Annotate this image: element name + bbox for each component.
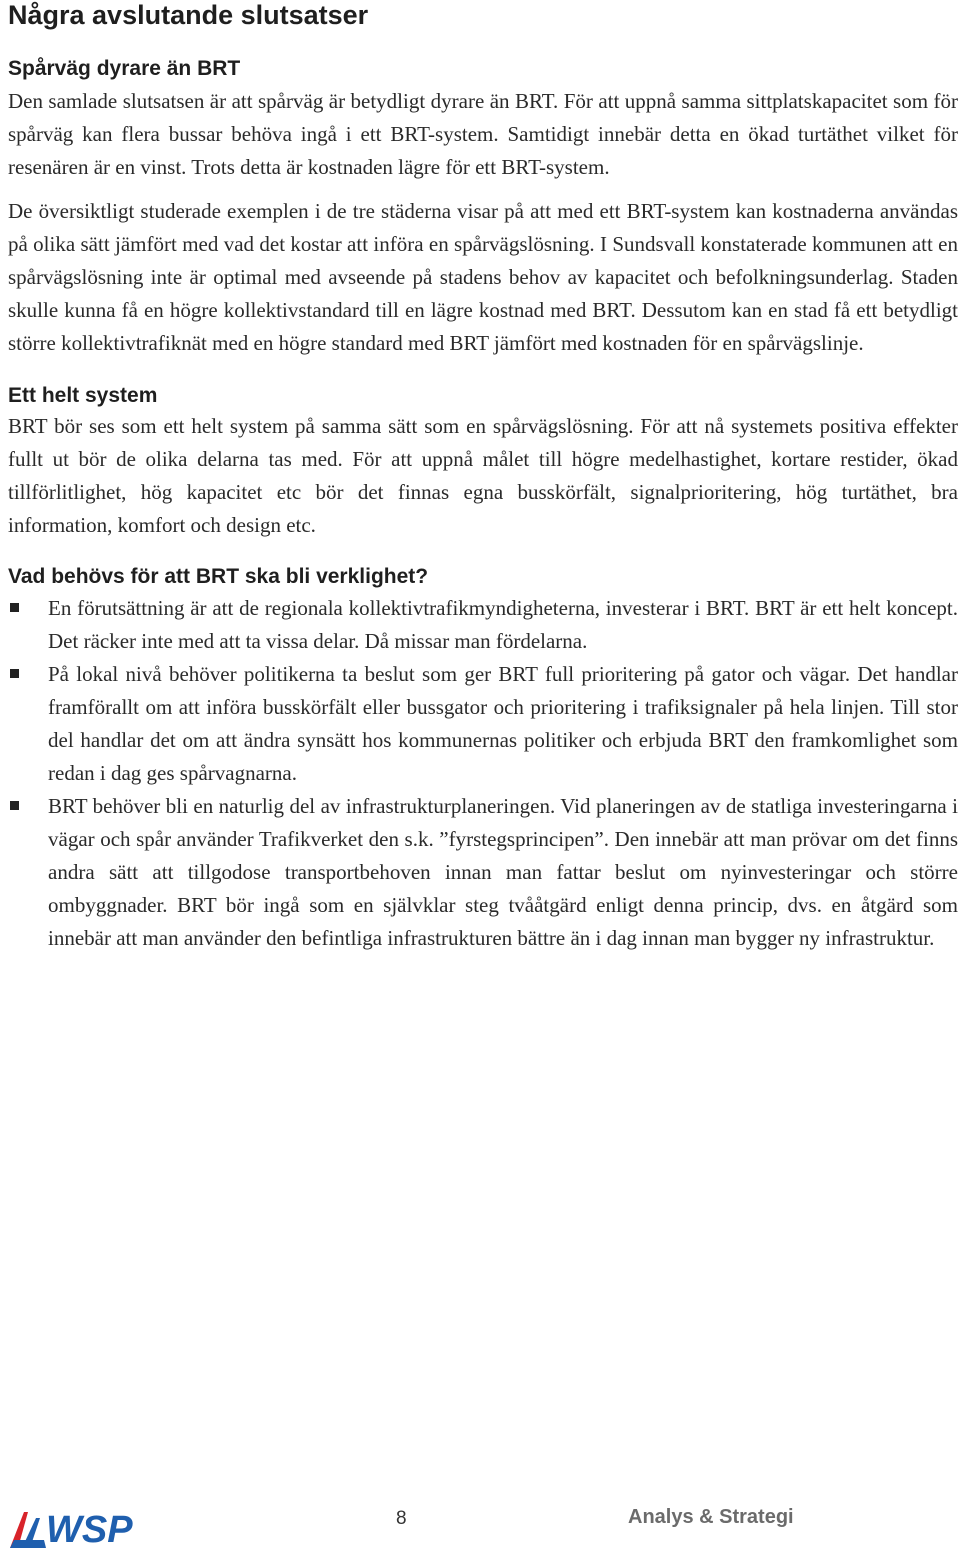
- section-helt-system: [8, 382, 958, 542]
- list-item: [8, 592, 958, 658]
- page-footer: [0, 1500, 960, 1550]
- list-item: [8, 658, 958, 790]
- section-sparvag: [8, 55, 958, 360]
- wsp-logo: [8, 1504, 138, 1550]
- page-number: 8: [396, 1508, 407, 1529]
- bullet-list: [8, 592, 958, 955]
- logo-wordmark: WSP: [46, 1509, 133, 1550]
- list-item-text: BRT behöver bli en naturlig del av infrastrukturplaneringen. Vid planeringen av de statliga investeringarna i vägar och spår använder Trafikverket den s.k. ”fyrstegsprincipen”. Den innebär att man prövar om det finns andra sätt att tillgodose transportbehoven innan man fattar beslut om nyinvesteringar och större ombyggnader. BRT bör ingå som en självklar steg tvååtgärd enligt denna princip, dvs. en åtgärd som innebär att man använder den befintliga infrastrukturen bättre än i dag innan man bygger ny infrastruktur.: [48, 794, 958, 950]
- paragraph: De översiktligt studerade exemplen i de tre städerna visar på att med ett BRT-system kan kostnaderna användas på olika sätt jämfört med vad det kostar att införa en spårvägslösning. I Sundsvall konstaterade kommunen att en spårvägslösning inte är optimal med avseende på stadens behov av kapacitet och befolkningsunderlag. Staden skulle kunna få en högre kollektivstandard till en lägre kostnad med BRT. Dessutom kan en stad få ett betydligt större kollektivtrafiknät med en högre standard med BRT jämfört med kostnaden för en spårvägslinje.: [8, 199, 958, 355]
- section-title: Ett helt system: [8, 384, 158, 407]
- section-title: Vad behövs för att BRT ska bli verklighet?: [8, 565, 429, 588]
- footer-title: Analys & Strategi: [628, 1506, 794, 1528]
- paragraph: Den samlade slutsatsen är att spårväg är betydligt dyrare än BRT. För att uppnå samma sittplatskapacitet som för spårväg kan flera bussar behöva ingå i ett BRT-system. Samtidigt innebär detta en ökad turtäthet vilket för resenären är en vinst. Trots detta är kostnaden lägre för ett BRT-system.: [8, 89, 958, 179]
- document-page: [8, 0, 958, 955]
- section-vad-behovs: [8, 563, 958, 955]
- list-item: [8, 790, 958, 955]
- page-title: Några avslutande slutsatser: [8, 0, 369, 30]
- paragraph: BRT bör ses som ett helt system på samma sätt som en spårvägslösning. För att nå systemets positiva effekter fullt ut bör de olika delarna tas med. För att uppnå målet till högre medelhastighet, kortare restider, ökad tillförlitlighet, hög kapacitet etc bör det finnas egna busskörfält, signalprioritering, hög turtäthet, bra information, komfort och design etc.: [8, 414, 958, 537]
- square-bullet-icon: [10, 603, 19, 612]
- list-item-text: På lokal nivå behöver politikerna ta beslut som ger BRT full prioritering på gator och vägar. Det handlar framförallt om att införa busskörfält eller bussgator och prioritering i trafiksignaler på hela linjen. Till stor del handlar det om att ändra synsätt hos kommunernas politiker och erbjuda BRT den framkomlighet som redan i dag ges spårvagnarna.: [48, 662, 958, 785]
- section-title: Spårväg dyrare än BRT: [8, 57, 241, 80]
- square-bullet-icon: [10, 801, 19, 810]
- list-item-text: En förutsättning är att de regionala kollektivtrafikmyndigheterna, investerar i BRT. BRT är ett helt koncept. Det räcker inte med att ta vissa delar. Då missar man fördelarna.: [48, 596, 958, 653]
- square-bullet-icon: [10, 669, 19, 678]
